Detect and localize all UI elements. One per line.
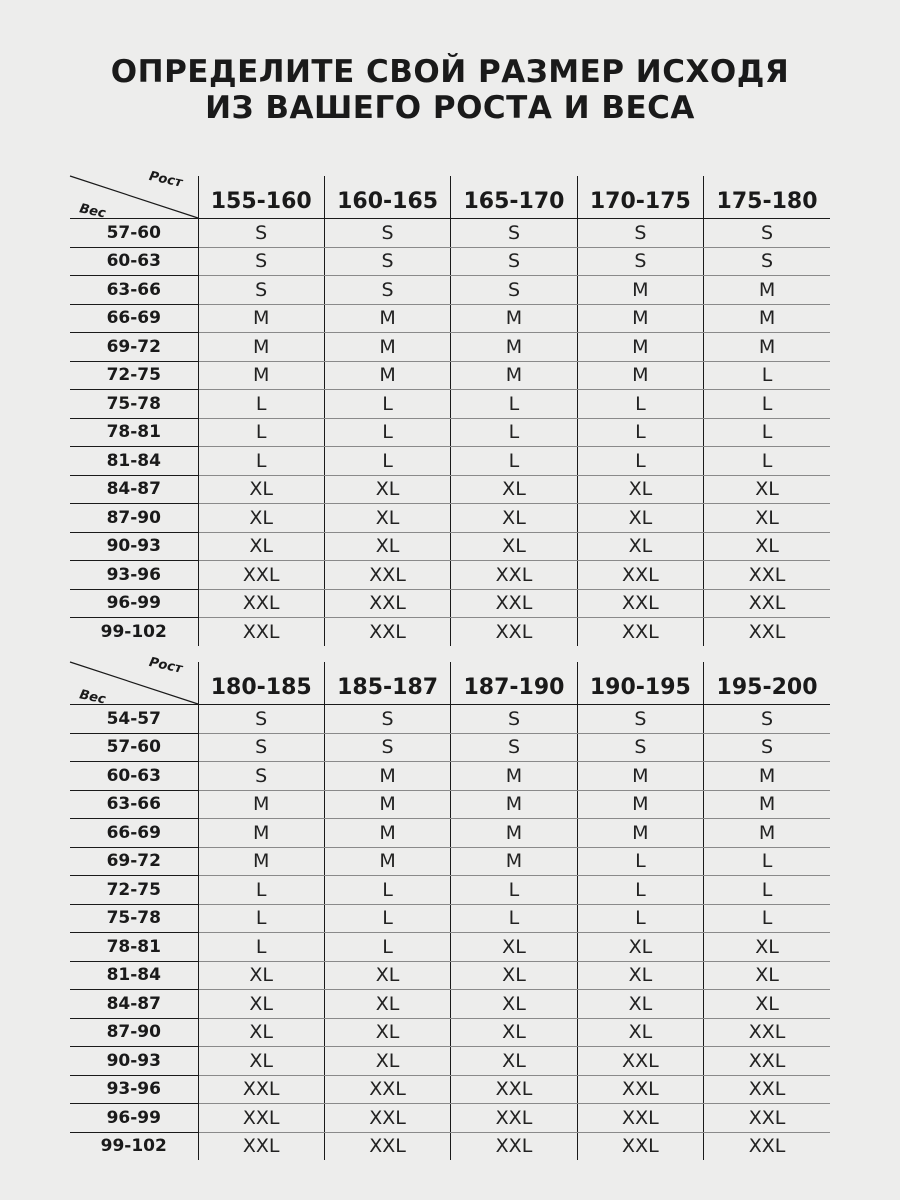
size-cell: M [451, 847, 577, 876]
weight-cell: 96-99 [70, 589, 198, 618]
corner-header [70, 168, 198, 222]
height-column-header: 160-165 [324, 176, 450, 219]
size-cell: XL [198, 504, 324, 533]
weight-cell: 99-102 [100, 1136, 167, 1157]
height-axis-label: Рост [147, 168, 184, 191]
table-row [70, 1047, 830, 1076]
weight-cell: 69-72 [70, 847, 198, 876]
weight-cell: 54-57 [70, 705, 198, 734]
size-cell: M [577, 762, 703, 791]
size-cell: L [324, 876, 450, 905]
size-cell: XXL [577, 561, 703, 590]
size-cell: L [324, 390, 450, 419]
table-row [70, 589, 830, 618]
table-row [70, 561, 830, 590]
weight-cell: 72-75 [70, 361, 198, 390]
table-row [70, 933, 830, 962]
weight-cell: 75-78 [70, 904, 198, 933]
size-cell: L [324, 904, 450, 933]
size-cell: XL [577, 504, 703, 533]
size-cell: L [324, 418, 450, 447]
size-cell: L [451, 904, 577, 933]
size-cell: XXL [324, 1075, 450, 1104]
size-cell: S [577, 247, 703, 276]
table-row [70, 247, 830, 276]
size-cell: M [451, 819, 577, 848]
size-cell: L [704, 904, 830, 933]
table-row [70, 532, 830, 561]
weight-cell: 66-69 [70, 304, 198, 333]
table-row [70, 762, 830, 791]
size-cell: M [704, 333, 830, 362]
page-title-line-2: ИЗ ВАШЕГО РОСТА И ВЕСА [205, 90, 695, 126]
size-cell: XL [451, 961, 577, 990]
weight-cell: 93-96 [70, 1075, 198, 1104]
size-cell: XXL [577, 618, 703, 646]
size-cell: XXL [451, 618, 577, 646]
height-column-header: 180-185 [198, 662, 324, 705]
size-cell: XL [198, 1018, 324, 1047]
size-cell: XL [198, 961, 324, 990]
size-cell: S [451, 247, 577, 276]
weight-cell: 96-99 [70, 1104, 198, 1133]
size-cell: XXL [324, 589, 450, 618]
size-cell: M [451, 304, 577, 333]
size-table-1 [70, 168, 830, 646]
size-cell: S [324, 247, 450, 276]
size-cell: L [324, 447, 450, 476]
size-cell: S [198, 276, 324, 305]
size-cell: XL [704, 961, 830, 990]
size-cell: XXL [324, 618, 450, 646]
weight-cell: 87-90 [70, 504, 198, 533]
size-cell: L [577, 904, 703, 933]
table-row [70, 447, 830, 476]
size-cell: S [704, 247, 830, 276]
size-cell: M [198, 304, 324, 333]
size-cell: S [324, 276, 450, 305]
size-cell: L [198, 447, 324, 476]
size-cell: M [577, 790, 703, 819]
size-cell: S [577, 733, 703, 762]
size-cell: L [451, 418, 577, 447]
size-cell: XXL [577, 1075, 703, 1104]
size-cell: XXL [704, 1104, 830, 1133]
size-cell: XL [577, 1018, 703, 1047]
table-row [70, 1104, 830, 1133]
size-cell: M [704, 819, 830, 848]
table-row [70, 276, 830, 305]
weight-cell: 69-72 [70, 333, 198, 362]
size-cell: XXL [704, 561, 830, 590]
size-cell: XXL [198, 1132, 324, 1160]
size-cell: L [704, 418, 830, 447]
size-cell: XXL [704, 1132, 830, 1160]
size-cell: M [198, 847, 324, 876]
size-cell: L [198, 390, 324, 419]
size-cell: L [451, 390, 577, 419]
size-cell: M [324, 790, 450, 819]
size-cell: XL [704, 504, 830, 533]
size-cell: M [577, 819, 703, 848]
size-cell: XL [324, 475, 450, 504]
size-cell: S [198, 247, 324, 276]
size-cell: XXL [324, 1104, 450, 1133]
size-cell: S [451, 733, 577, 762]
size-cell: XL [324, 1047, 450, 1076]
weight-cell: 90-93 [70, 532, 198, 561]
size-cell: XXL [704, 618, 830, 646]
size-cell: M [198, 361, 324, 390]
size-cell: M [198, 790, 324, 819]
weight-cell: 72-75 [70, 876, 198, 905]
table-row [70, 961, 830, 990]
size-cell: XL [198, 990, 324, 1019]
size-cell: XXL [451, 589, 577, 618]
table-row [70, 618, 830, 646]
size-cell: S [577, 219, 703, 248]
size-cell: M [451, 333, 577, 362]
size-cell: XL [324, 1018, 450, 1047]
size-cell: L [704, 847, 830, 876]
size-cell: M [324, 819, 450, 848]
size-table-2 [70, 654, 830, 1160]
size-cell: M [451, 361, 577, 390]
size-cell: XXL [704, 1075, 830, 1104]
table-row [70, 504, 830, 533]
size-cell: XXL [577, 589, 703, 618]
size-cell: XXL [198, 618, 324, 646]
table-row [70, 1132, 830, 1160]
size-cell: XL [451, 933, 577, 962]
weight-axis-label: Вес [78, 687, 107, 708]
table-row [70, 361, 830, 390]
height-column-header: 190-195 [577, 662, 703, 705]
size-cell: L [704, 447, 830, 476]
size-cell: S [198, 733, 324, 762]
weight-cell: 87-90 [70, 1018, 198, 1047]
size-cell: XL [451, 475, 577, 504]
size-cell: XL [198, 475, 324, 504]
size-cell: XXL [198, 1104, 324, 1133]
size-cell: XXL [324, 561, 450, 590]
size-cell: M [577, 276, 703, 305]
size-cell: XL [198, 532, 324, 561]
size-cell: S [577, 705, 703, 734]
size-cell: M [704, 276, 830, 305]
size-cell: S [198, 762, 324, 791]
size-cell: M [704, 790, 830, 819]
weight-cell: 84-87 [70, 990, 198, 1019]
size-cell: M [324, 304, 450, 333]
size-cell: XL [451, 504, 577, 533]
size-cell: L [451, 876, 577, 905]
table-row [70, 847, 830, 876]
weight-cell: 60-63 [70, 762, 198, 791]
size-cell: XXL [198, 1075, 324, 1104]
size-cell: XL [324, 990, 450, 1019]
size-cell: M [324, 847, 450, 876]
page-title-line-1: ОПРЕДЕЛИТЕ СВОЙ РАЗМЕР ИСХОДЯ [110, 54, 790, 90]
size-cell: M [198, 819, 324, 848]
weight-cell: 84-87 [70, 475, 198, 504]
size-cell: XL [451, 990, 577, 1019]
size-cell: S [198, 219, 324, 248]
table-row [70, 418, 830, 447]
size-cell: XXL [451, 1104, 577, 1133]
size-cell: XL [324, 961, 450, 990]
height-column-header: 195-200 [704, 662, 830, 705]
size-cell: L [324, 933, 450, 962]
table-row [70, 819, 830, 848]
size-cell: XL [577, 933, 703, 962]
size-cell: XL [577, 990, 703, 1019]
size-cell: XXL [577, 1047, 703, 1076]
size-cell: XL [324, 532, 450, 561]
size-cell: M [577, 304, 703, 333]
size-cell: S [324, 219, 450, 248]
size-cell: XXL [451, 1132, 577, 1160]
size-cell: XXL [577, 1104, 703, 1133]
size-cell: M [451, 790, 577, 819]
size-cell: XXL [704, 1018, 830, 1047]
weight-cell: 57-60 [70, 733, 198, 762]
height-column-header: 187-190 [451, 662, 577, 705]
size-cell: XL [704, 532, 830, 561]
weight-cell: 93-96 [70, 561, 198, 590]
weight-cell: 75-78 [70, 390, 198, 419]
table-row [70, 219, 830, 248]
weight-cell: 81-84 [70, 961, 198, 990]
weight-cell: 90-93 [70, 1047, 198, 1076]
size-cell: XL [704, 475, 830, 504]
height-axis-label: Рост [147, 654, 184, 677]
size-cell: M [324, 762, 450, 791]
size-cell: L [704, 876, 830, 905]
table-row [70, 705, 830, 734]
size-cell: XXL [704, 1047, 830, 1076]
size-cell: S [198, 705, 324, 734]
size-cell: XXL [324, 1132, 450, 1160]
size-cell: XL [704, 933, 830, 962]
weight-cell: 78-81 [70, 418, 198, 447]
corner-header [70, 654, 198, 708]
size-cell: XXL [198, 589, 324, 618]
size-cell: XXL [198, 561, 324, 590]
size-cell: S [704, 705, 830, 734]
height-column-header: 155-160 [198, 176, 324, 219]
size-cell: S [704, 219, 830, 248]
table-row [70, 390, 830, 419]
size-cell: S [324, 705, 450, 734]
size-cell: S [451, 219, 577, 248]
table-row [70, 475, 830, 504]
table-row [70, 1018, 830, 1047]
size-cell: XL [451, 1018, 577, 1047]
header-row [70, 176, 830, 219]
weight-cell: 63-66 [70, 790, 198, 819]
table-row [70, 304, 830, 333]
size-cell: L [577, 418, 703, 447]
size-cell: L [577, 847, 703, 876]
size-cell: M [577, 361, 703, 390]
size-cell: M [198, 333, 324, 362]
height-column-header: 165-170 [451, 176, 577, 219]
size-cell: L [198, 876, 324, 905]
size-cell: XXL [577, 1132, 703, 1160]
table-row [70, 790, 830, 819]
size-cell: L [451, 447, 577, 476]
size-cell: XXL [451, 561, 577, 590]
table-row [70, 990, 830, 1019]
size-cell: XL [451, 1047, 577, 1076]
table-row [70, 733, 830, 762]
table-row [70, 876, 830, 905]
weight-cell: 99-102 [100, 621, 167, 642]
size-cell: XL [577, 475, 703, 504]
size-cell: S [324, 733, 450, 762]
weight-cell: 57-60 [70, 219, 198, 248]
height-column-header: 175-180 [704, 176, 830, 219]
size-cell: S [451, 276, 577, 305]
header-row [70, 662, 830, 705]
weight-cell: 63-66 [70, 276, 198, 305]
height-column-header: 185-187 [324, 662, 450, 705]
size-cell: L [704, 390, 830, 419]
size-cell: XL [577, 532, 703, 561]
table-row [70, 333, 830, 362]
size-cell: XL [198, 1047, 324, 1076]
weight-cell: 81-84 [70, 447, 198, 476]
size-cell: XXL [451, 1075, 577, 1104]
table-row [70, 1075, 830, 1104]
size-cell: L [577, 447, 703, 476]
weight-axis-label: Вес [78, 201, 107, 222]
size-cell: L [577, 876, 703, 905]
size-cell: M [704, 762, 830, 791]
size-cell: XL [324, 504, 450, 533]
height-column-header: 170-175 [577, 176, 703, 219]
weight-cell: 78-81 [70, 933, 198, 962]
size-cell: XL [704, 990, 830, 1019]
size-cell: M [577, 333, 703, 362]
size-cell: XL [577, 961, 703, 990]
size-cell: L [198, 904, 324, 933]
size-cell: M [451, 762, 577, 791]
size-cell: L [198, 933, 324, 962]
size-cell: M [704, 304, 830, 333]
size-cell: L [577, 390, 703, 419]
size-cell: XL [451, 532, 577, 561]
size-cell: XXL [704, 589, 830, 618]
size-cell: M [324, 333, 450, 362]
size-cell: L [704, 361, 830, 390]
size-cell: M [324, 361, 450, 390]
size-cell: S [704, 733, 830, 762]
table-row [70, 904, 830, 933]
size-cell: L [198, 418, 324, 447]
size-cell: S [451, 705, 577, 734]
weight-cell: 60-63 [70, 247, 198, 276]
weight-cell: 66-69 [70, 819, 198, 848]
